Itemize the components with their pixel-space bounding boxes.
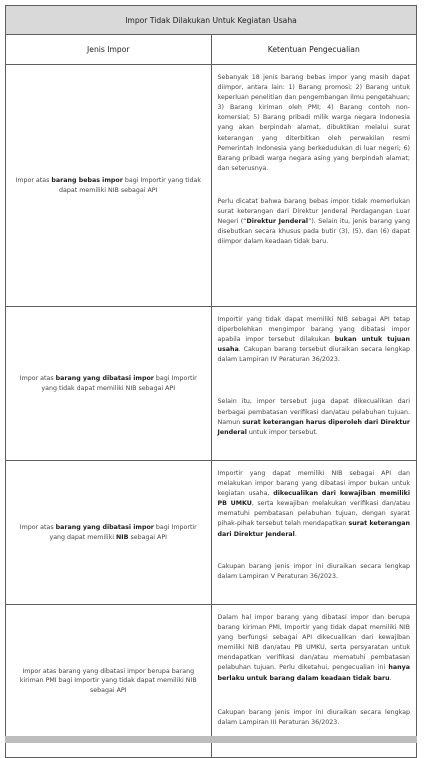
row-1-paragraph-2 — [218, 197, 411, 247]
row-1-left-text: Impor atas — [15, 176, 52, 184]
document-table-wrapper — [5, 5, 417, 758]
row-1-p2-text-end: ”). Selain itu, jenis barang yang disebutkan secara khusus pada butir (3), (5), dan (6) dapat diimpor dalam keadaan tidak baru. — [217, 218, 410, 246]
row-3-ketentuan — [211, 461, 417, 605]
row-2-p1-bold: bukan untuk tujuan usaha — [217, 336, 410, 354]
row-2-p2-text-end: untuk impor tersebut. — [246, 428, 318, 436]
row-4-paragraph-2: Cakupan barang jenis impor ini diuraikan secara lengkap dalam Lampiran III Peraturan 36/2023. — [217, 708, 410, 726]
row-3-p1-bold-2: surat keterangan dari Direktur Jenderal — [217, 520, 410, 538]
row-4-paragraph-1 — [218, 613, 411, 684]
row-3-p1-text-mid: , serta kewajiban melakukan verifikasi dan/atau mematuhi pembatasan pelabuhan tujuan, dengan syarat pihak-pihak tersebut telah mendapatkan — [217, 500, 411, 528]
row-2-left-bold: barang yang dibatasi impor — [55, 374, 154, 382]
row-1-ketentuan — [211, 65, 417, 307]
row-1-paragraph-1: Sebanyak 18 jenis barang bebas impor yang masih dapat diimpor, antara lain: 1) Barang promosi; 2) Barang untuk keperluan penelitian dan pengembangan ilmu pengetahuan; 3) Barang kiriman oleh PMI; 4) Barang contoh non-komersial; 5) Barang pribadi milik warga negara Indonesia yang akan berpindah alamat, dibuktikan melalui surat keterangan yang diterbitkan oleh perwakilan resmi Pemerintah Indonesia yang berkedudukan di luar negeri; 6) Barang pribadi warga negara asing yang berpindah alamat; dan seterusnya. — [217, 74, 410, 172]
header-jenis-impor: Jenis Impor — [6, 35, 212, 65]
row-1-p2-bold: Direktur Jenderal — [246, 218, 309, 226]
row-2-ketentuan — [211, 307, 417, 461]
row-1-left-text-end: bagi Importir yang tidak dapat memiliki NIB sebagai API — [59, 176, 201, 194]
row-2-p2-bold: surat keterangan harus diperoleh dari Direktur Jenderal — [217, 418, 410, 436]
row-2-paragraph-1 — [218, 315, 411, 365]
row-3-jenis-impor — [6, 461, 212, 605]
row-1-left-bold: barang bebas impor — [51, 176, 123, 184]
table-title-row — [6, 6, 417, 35]
header-ketentuan: Ketentuan Pengecualian — [211, 35, 417, 65]
row-2-left-text-end: bagi Importir yang tidak dapat memiliki NIB sebagai API — [41, 374, 197, 392]
row-2-jenis-impor — [6, 307, 212, 461]
row-2-p1-text-end: . Cakupan barang tersebut diuraikan secara lengkap dalam Lampiran IV Peraturan 36/2023. — [217, 346, 410, 364]
row-3-paragraph-2: Cakupan barang jenis impor ini diuraikan secara lengkap dalam Lampiran V Peraturan 36/2023. — [217, 562, 410, 580]
row-4-p1-text: Dalam hal impor barang yang dibatasi impor dan berupa barang kiriman PMI, Importir yang tidak dapat memiliki NIB yang berfungsi sebagai API dikecualikan dari kewajiban memiliki NIB dan/atau PB UMKU, serta persyaratan untuk mendapatkan verifikasi dan/atau mematuhi pembatasan pelabuhan tujuan. Perlu diketahui, pengecualian ini — [217, 614, 410, 672]
row-3-left-text-end: sebagai API — [128, 533, 168, 541]
row-4-ketentuan — [211, 605, 417, 758]
table-row — [6, 461, 417, 605]
row-2-p2-text: Selain itu, impor tersebut juga dapat dikecualikan dari berbagai pembatasan verifikasi dan/atau pelabuhan tujuan. Namun — [217, 398, 410, 426]
row-3-p1-bold: dikecualikan dari kewajiban memiliki PB UMKU — [217, 490, 410, 508]
table-row — [6, 65, 417, 307]
table-row — [6, 605, 417, 758]
table-title: Impor Tidak Dilakukan Untuk Kegiatan Usaha — [6, 6, 417, 35]
row-4-p1-bold: hanya berlaku untuk barang dalam keadaan tidak baru — [217, 664, 410, 682]
row-2-left-text: Impor atas — [19, 374, 56, 382]
row-3-left-text: Impor atas — [19, 523, 56, 531]
row-3-p1-text: Importir yang dapat memiliki NIB sebagai API dan melakukan impor barang yang dibatasi impor bukan untuk kegiatan usaha, — [217, 470, 410, 498]
row-1-p2-text: Perlu dicatat bahwa barang bebas impor tidak memerlukan surat keterangan dari Direktur Jenderal Perdagangan Luar Negeri (“ — [217, 197, 410, 226]
row-4-p1-text-end: . — [389, 674, 392, 682]
row-3-p1-text-end: . — [294, 530, 297, 538]
row-2-paragraph-2 — [218, 397, 411, 437]
row-3-paragraph-1 — [218, 469, 411, 540]
table-row — [6, 307, 417, 461]
row-1-jenis-impor — [6, 65, 212, 307]
row-3-left-text-mid: bagi Importir yang dapat memiliki — [49, 523, 197, 541]
row-4-jenis-impor: Impor atas barang yang dibatasi impor berupa barang kiriman PMI bagi Importir yang tidak dapat memiliki NIB sebagai API — [6, 605, 212, 758]
exception-table — [5, 5, 417, 758]
row-3-left-bold: barang yang dibatasi impor — [55, 523, 154, 531]
page-bottom-divider — [5, 736, 417, 743]
row-3-left-bold-nib: NIB — [116, 533, 129, 541]
table-header-row — [6, 35, 417, 65]
row-2-p1-text: Importir yang tidak dapat memiliki NIB sebagai API tetap diperbolehkan mengimpor barang yang dibatasi impor apabila impor tersebut dilakukan — [217, 316, 410, 344]
